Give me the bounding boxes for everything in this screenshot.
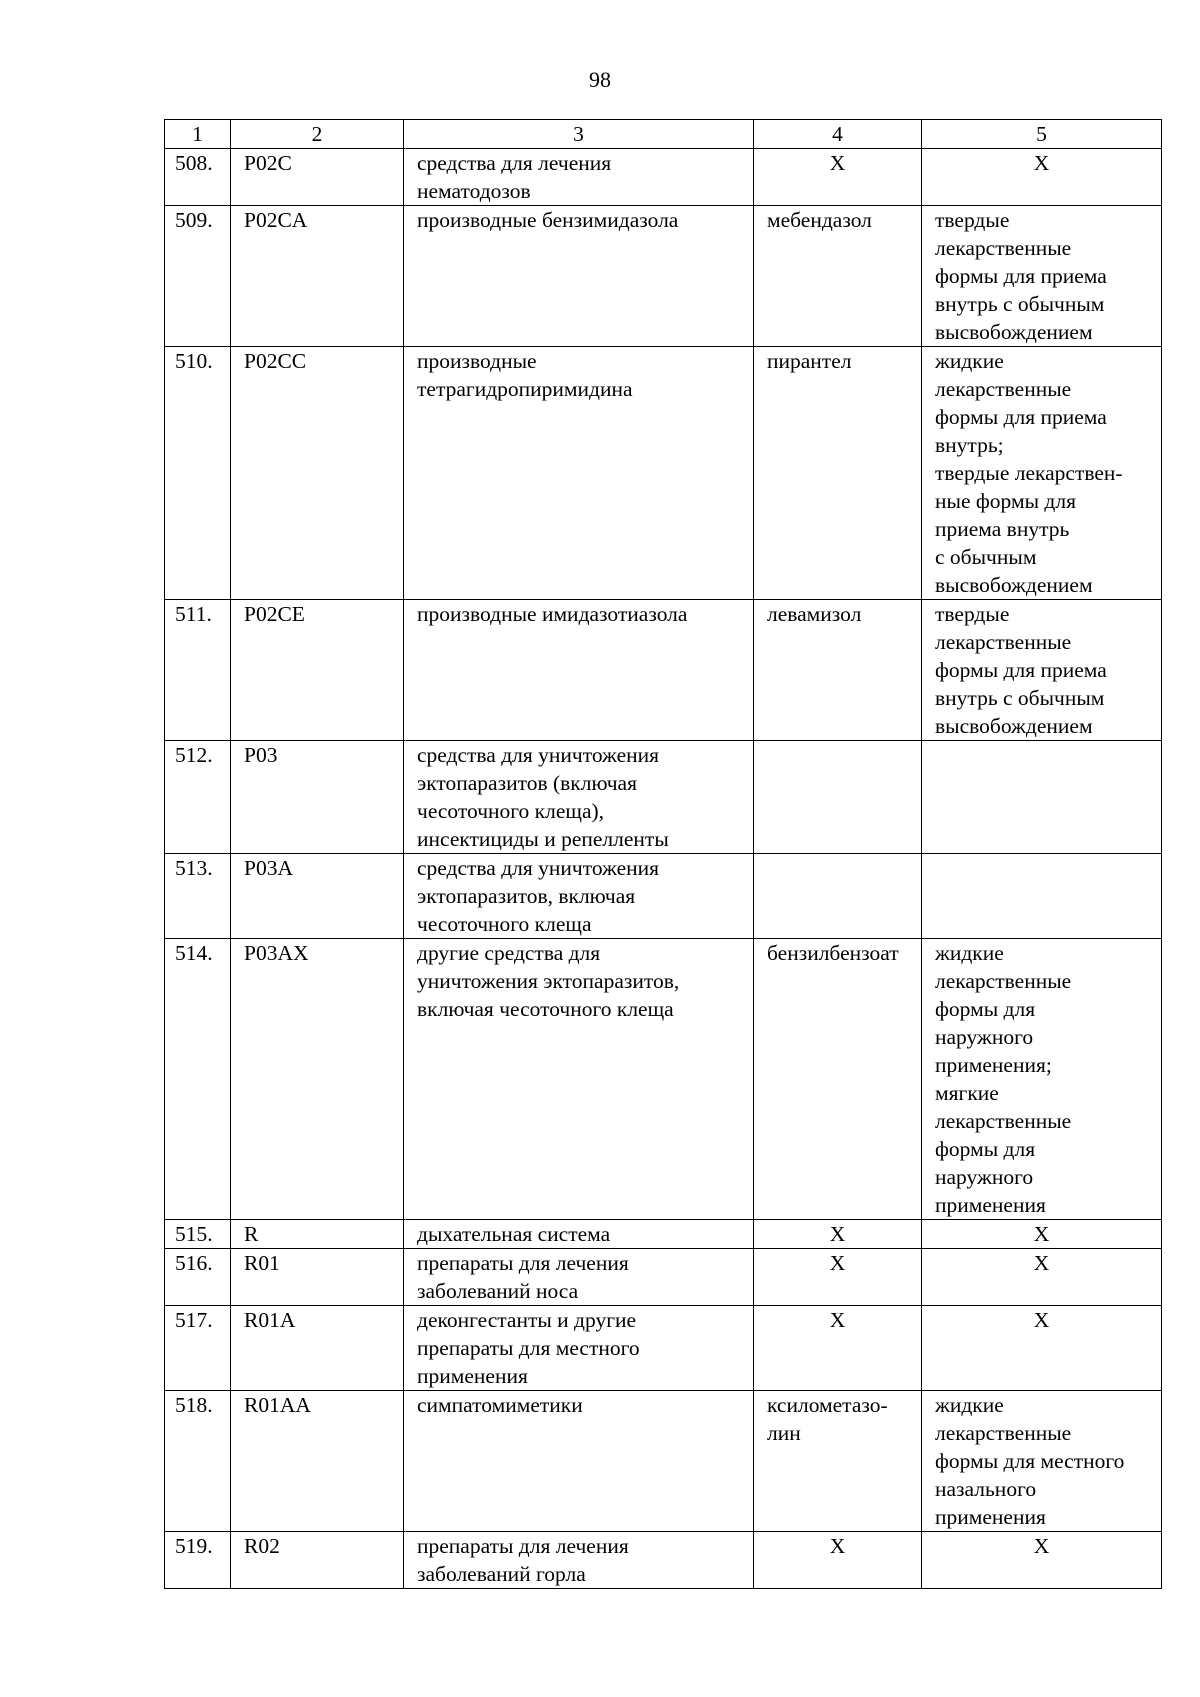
drug-name-cell: X: [754, 1306, 922, 1391]
drug-name-cell: левамизол: [754, 600, 922, 741]
dosage-form-cell: твердые лекарственные формы для приема внутрь с обычным высвобождением: [922, 600, 1162, 741]
group-name-cell: производные бензимидазола: [404, 206, 754, 347]
group-name-cell: симпатомиметики: [404, 1391, 754, 1532]
drug-name-cell: ксилометазо- лин: [754, 1391, 922, 1532]
table-row: [165, 600, 1162, 741]
header-cell-4: 4: [754, 120, 922, 149]
table-row: [165, 1532, 1162, 1589]
atc-code-cell: P03: [231, 741, 404, 854]
header-cell-3: 3: [404, 120, 754, 149]
row-number-cell: 515.: [165, 1220, 231, 1249]
dosage-form-cell: X: [922, 149, 1162, 206]
row-number-cell: 514.: [165, 939, 231, 1220]
drug-name-cell: X: [754, 149, 922, 206]
dosage-form-cell: X: [922, 1532, 1162, 1589]
drug-name-cell: [754, 854, 922, 939]
atc-code-cell: P03AX: [231, 939, 404, 1220]
table-row: [165, 1391, 1162, 1532]
row-number-cell: 517.: [165, 1306, 231, 1391]
table-header-row: [165, 120, 1162, 149]
drug-name-cell: X: [754, 1249, 922, 1306]
group-name-cell: производные тетрагидропиримидина: [404, 347, 754, 600]
dosage-form-cell: твердые лекарственные формы для приема внутрь с обычным высвобождением: [922, 206, 1162, 347]
atc-code-cell: P02C: [231, 149, 404, 206]
group-name-cell: средства для лечения нематодозов: [404, 149, 754, 206]
group-name-cell: средства для уничтожения эктопаразитов (включая чесоточного клеща), инсектициды и репелленты: [404, 741, 754, 854]
drug-table: [164, 119, 1162, 1589]
atc-code-cell: R01A: [231, 1306, 404, 1391]
header-cell-2: 2: [231, 120, 404, 149]
group-name-cell: производные имидазотиазола: [404, 600, 754, 741]
row-number-cell: 519.: [165, 1532, 231, 1589]
row-number-cell: 512.: [165, 741, 231, 854]
header-cell-1: 1: [165, 120, 231, 149]
table-row: [165, 854, 1162, 939]
table-row: [165, 149, 1162, 206]
table-body: [165, 120, 1162, 1589]
group-name-cell: другие средства для уничтожения эктопаразитов, включая чесоточного клеща: [404, 939, 754, 1220]
page-number: 98: [589, 67, 611, 92]
table-row: [165, 741, 1162, 854]
row-number-cell: 508.: [165, 149, 231, 206]
drug-name-cell: пирантел: [754, 347, 922, 600]
dosage-form-cell: X: [922, 1249, 1162, 1306]
atc-code-cell: P03A: [231, 854, 404, 939]
dosage-form-cell: жидкие лекарственные формы для приема внутрь; твердые лекарствен- ные формы для приема внутрь с обычным высвобождением: [922, 347, 1162, 600]
dosage-form-cell: X: [922, 1306, 1162, 1391]
atc-code-cell: P02CA: [231, 206, 404, 347]
atc-code-cell: R02: [231, 1532, 404, 1589]
table-row: [165, 1220, 1162, 1249]
dosage-form-cell: [922, 854, 1162, 939]
table-row: [165, 1306, 1162, 1391]
table-row: [165, 1249, 1162, 1306]
table-row: [165, 939, 1162, 1220]
row-number-cell: 518.: [165, 1391, 231, 1532]
row-number-cell: 510.: [165, 347, 231, 600]
row-number-cell: 513.: [165, 854, 231, 939]
atc-code-cell: R01: [231, 1249, 404, 1306]
group-name-cell: дыхательная система: [404, 1220, 754, 1249]
group-name-cell: препараты для лечения заболеваний горла: [404, 1532, 754, 1589]
drug-name-cell: X: [754, 1220, 922, 1249]
group-name-cell: препараты для лечения заболеваний носа: [404, 1249, 754, 1306]
dosage-form-cell: жидкие лекарственные формы для наружного применения; мягкие лекарственные формы для наружного применения: [922, 939, 1162, 1220]
drug-name-cell: мебендазол: [754, 206, 922, 347]
table-row: [165, 347, 1162, 600]
header-cell-5: 5: [922, 120, 1162, 149]
row-number-cell: 509.: [165, 206, 231, 347]
dosage-form-cell: X: [922, 1220, 1162, 1249]
row-number-cell: 516.: [165, 1249, 231, 1306]
atc-code-cell: P02CE: [231, 600, 404, 741]
atc-code-cell: R01AA: [231, 1391, 404, 1532]
row-number-cell: 511.: [165, 600, 231, 741]
table-row: [165, 206, 1162, 347]
drug-name-cell: бензилбензоат: [754, 939, 922, 1220]
dosage-form-cell: [922, 741, 1162, 854]
dosage-form-cell: жидкие лекарственные формы для местного назального применения: [922, 1391, 1162, 1532]
atc-code-cell: P02CC: [231, 347, 404, 600]
group-name-cell: средства для уничтожения эктопаразитов, включая чесоточного клеща: [404, 854, 754, 939]
drug-name-cell: X: [754, 1532, 922, 1589]
group-name-cell: деконгестанты и другие препараты для местного применения: [404, 1306, 754, 1391]
drug-name-cell: [754, 741, 922, 854]
atc-code-cell: R: [231, 1220, 404, 1249]
